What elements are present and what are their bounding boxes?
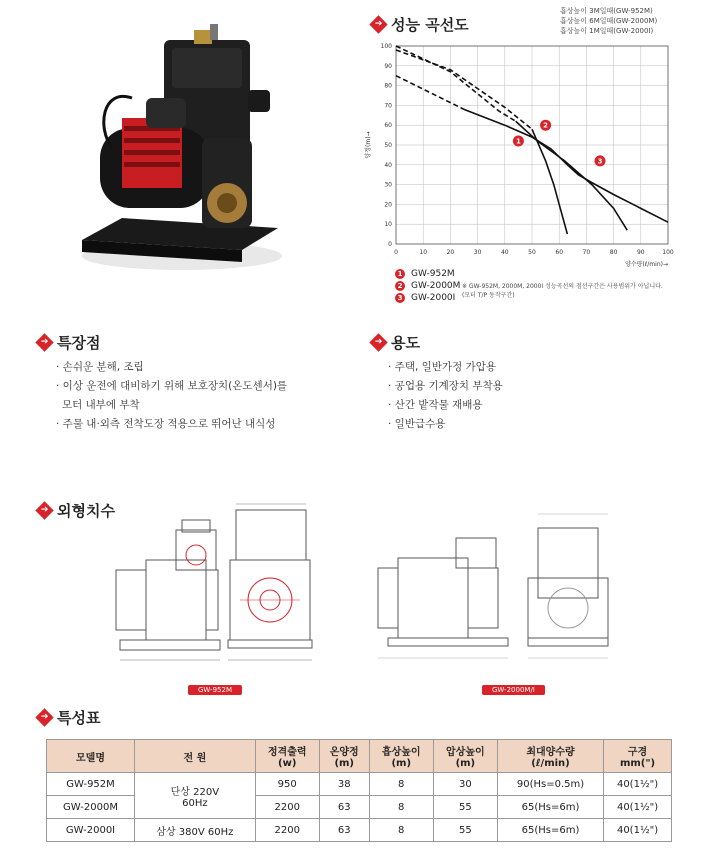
x-tick-label: 40 [500,249,509,256]
legend-label: GW-2000M [411,281,461,291]
dims-label-right: GW-2000M/Ⅰ [482,685,545,695]
curve-note-text: ※ GW-952M, 2000M, 2000Ⅰ 성능곡선의 점선구간은 사용범위가 아닙니다. [462,283,663,290]
feature-item: · 이상 운전에 대비하기 위해 보호장치(온도센서)를 [56,380,288,392]
curve-section-title [372,14,469,35]
cell-bore: 40(1½") [604,796,672,819]
dimension-drawing-2000m [368,508,618,678]
usage-item: · 산간 밭작물 재배용 [388,399,483,411]
usage-item: · 주택, 일반가정 가압용 [388,361,496,373]
series-dashed-line [396,50,532,129]
x-tick-label: 20 [446,249,455,256]
y-tick-label: 70 [384,102,392,110]
legend-label: GW-2000Ⅰ [411,293,456,303]
x-axis-label: 양수량(ℓ/min)→ [625,261,668,268]
usage-item: · 일반급수용 [388,418,446,430]
x-tick-label: 30 [473,249,482,256]
y-tick-label: 10 [384,221,392,229]
x-tick-label: 0 [394,249,398,256]
diamond-arrow-icon: ➔ [369,15,387,33]
cell-output: 950 [255,773,319,796]
diamond-arrow-icon: ➔ [35,501,53,519]
cell-output: 2200 [255,796,319,819]
performance-chart [360,36,690,276]
col-header: 최대양수량 (ℓ/min) [497,740,603,773]
x-tick-label: 80 [609,249,618,256]
diamond-arrow-icon: ➔ [35,333,53,351]
dims-title [38,500,115,521]
cell-suction: 8 [369,796,433,819]
legend-number-icon: 2 [395,281,405,291]
usage-title [372,332,420,353]
y-tick-label: 90 [384,62,392,70]
legend-item [395,280,460,292]
y-tick-label: 40 [384,161,392,169]
x-tick-label: 50 [528,249,536,256]
x-tick-label: 100 [662,249,674,256]
col-header: 온양정 (m) [319,740,369,773]
spec-title-text: 특성표 [57,709,101,727]
curve-legend [395,268,460,304]
cell-discharge: 30 [433,773,497,796]
x-tick-label: 70 [582,249,591,256]
series-marker-label: 3 [597,157,603,166]
cell-flow: 65(Hs=6m) [497,796,603,819]
series-solid-line [464,109,668,222]
cell-discharge: 55 [433,796,497,819]
features-list [56,358,287,434]
feature-item: 모터 내부에 부착 [62,399,140,411]
features-title [38,332,100,353]
x-tick-label: 60 [555,249,564,256]
table-header-row [47,740,672,773]
features-title-text: 특장점 [57,334,101,352]
legend-number-icon: 1 [395,269,405,279]
cell-head: 63 [319,819,369,842]
dims-label-left: GW-952M [188,685,242,695]
col-header: 전 원 [135,740,256,773]
y-tick-label: 20 [384,201,392,209]
usage-list [388,358,503,434]
series-marker-label: 2 [543,121,549,130]
legend-label: GW-952M [411,269,455,279]
cell-power: 삼상 380V 60Hz [135,819,256,842]
head-note: 흡상높이 3M일때(GW-952M) [560,7,653,15]
y-tick-label: 80 [384,82,392,90]
series-marker-label: 1 [515,137,521,146]
cell-model: GW-2000Ⅰ [47,819,135,842]
y-tick-label: 100 [380,43,392,50]
series-dashed-line [396,76,464,110]
curve-note [462,282,692,300]
y-tick-label: 60 [384,122,392,130]
cell-model: GW-952M [47,773,135,796]
pump-product-image [72,18,292,280]
cell-flow: 65(Hs=6m) [497,819,603,842]
table-row [47,773,672,796]
cell-head: 38 [319,773,369,796]
legend-number-icon: 3 [395,293,405,303]
col-header: 모델명 [47,740,135,773]
legend-item [395,292,460,304]
usage-item: · 공업용 기계장치 부착용 [388,380,503,392]
legend-item [395,268,460,280]
cell-output: 2200 [255,819,319,842]
cell-flow: 90(Hs=0.5m) [497,773,603,796]
head-note: 흡상높이 1M일때(GW-2000Ⅰ) [560,27,654,35]
x-tick-label: 10 [419,249,428,256]
col-header: 압상높이 (m) [433,740,497,773]
col-header: 흡상높이 (m) [369,740,433,773]
cell-head: 63 [319,796,369,819]
cell-discharge: 55 [433,819,497,842]
y-tick-label: 30 [384,181,392,189]
col-header: 구경 mm(") [604,740,672,773]
cell-suction: 8 [369,773,433,796]
curve-note-sub: (모터 T/P 동작구간) [462,292,515,299]
cell-bore: 40(1½") [604,773,672,796]
cell-power: 단상 220V 60Hz [135,773,256,819]
diamond-arrow-icon: ➔ [369,333,387,351]
spec-table [46,739,672,842]
col-header: 정격출력 (w) [255,740,319,773]
dims-title-text: 외형치수 [57,502,115,520]
table-row [47,819,672,842]
diamond-arrow-icon: ➔ [35,708,53,726]
cell-bore: 40(1½") [604,819,672,842]
curve-title-text: 성능 곡선도 [391,16,469,34]
cell-suction: 8 [369,819,433,842]
dimension-drawing-952m [110,500,320,675]
y-axis-label: 양정(m)→ [365,131,372,159]
usage-title-text: 용도 [391,334,420,352]
feature-item: · 주물 내·외측 전착도장 적용으로 뛰어난 내식성 [56,418,276,430]
feature-item: · 손쉬운 분해, 조립 [56,361,144,373]
y-tick-label: 0 [388,241,392,248]
y-tick-label: 50 [384,142,392,149]
head-note: 흡상높이 6M일때(GW-2000M) [560,17,658,25]
x-tick-label: 90 [636,249,645,256]
cell-model: GW-2000M [47,796,135,819]
curve-head-notes [560,6,657,36]
spec-title [38,707,100,728]
